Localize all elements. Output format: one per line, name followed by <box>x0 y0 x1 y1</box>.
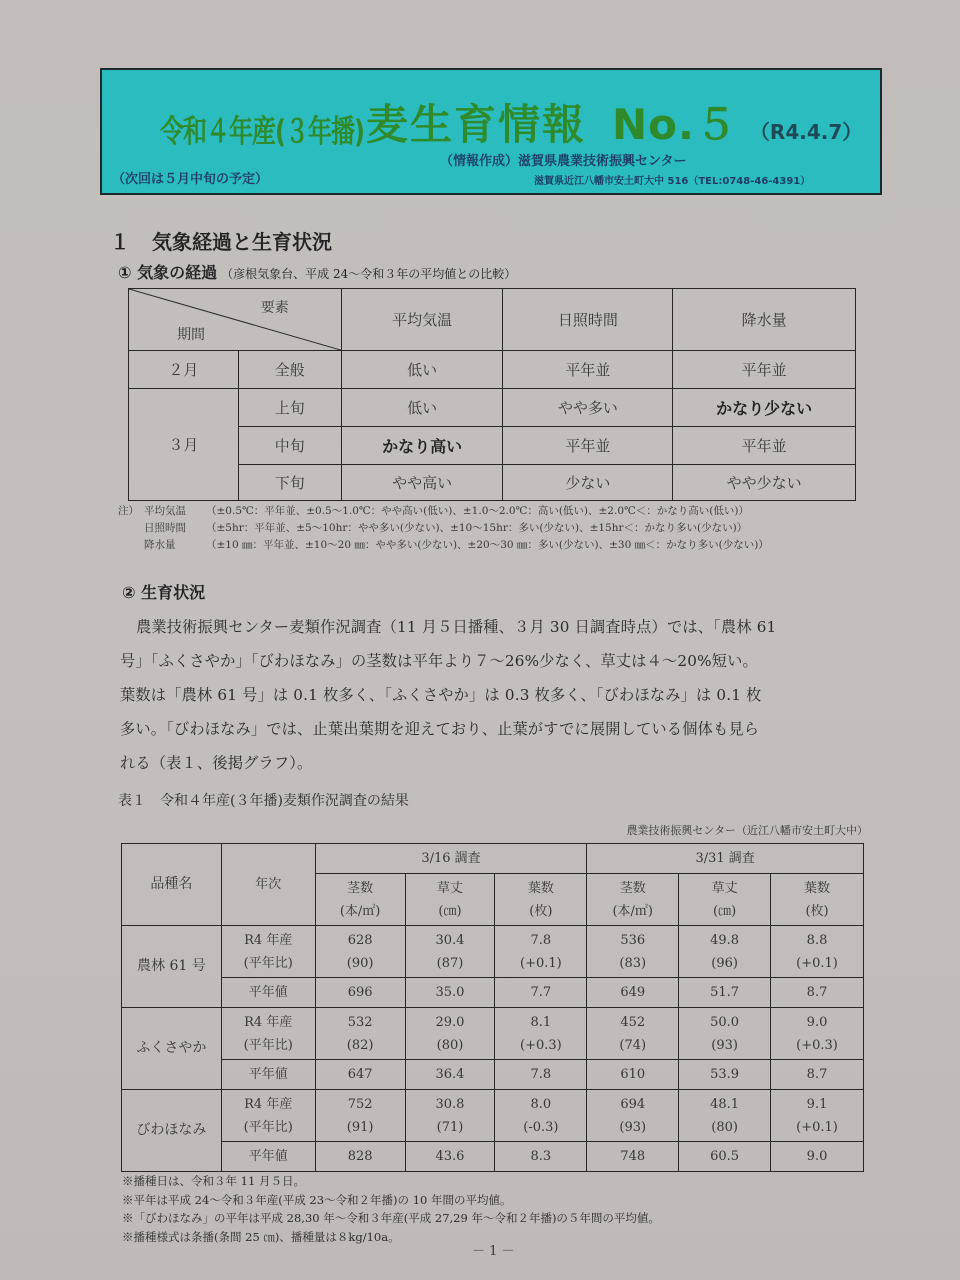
year-normal-label: 平年値 <box>221 1142 315 1172</box>
year-ratio-label: (平年比) <box>243 1119 293 1135</box>
data-cell: 8.1 (+0.3) <box>495 1008 587 1060</box>
data-cell: 9.0 <box>771 1142 864 1172</box>
data-cell: 29.0 (80) <box>405 1008 495 1060</box>
measure-unit: (本/㎡) <box>339 903 381 919</box>
year-normal-label: 平年値 <box>221 978 315 1008</box>
paragraph-line: 号」「ふくさやか」「びわほなみ」の茎数は平年より７～26%少なく、草丈は４～20%短い。 <box>120 652 758 670</box>
variety-name: びわほなみ <box>122 1090 222 1172</box>
section-number: １ <box>110 230 130 254</box>
data-cell: 51.7 <box>679 978 771 1008</box>
col-header-temperature: 平均気温 <box>341 289 503 351</box>
col-header-sunshine: 日照時間 <box>503 289 673 351</box>
note-row <box>118 503 769 520</box>
paragraph-line: 多い。「びわほなみ」では、止葉出葉期を迎えており、止葉がすでに展開している個体も見ら <box>120 720 760 738</box>
title-prefix: 令和４年産(３年播) <box>160 113 364 150</box>
value-cell: 平年並 <box>673 427 856 465</box>
note-name: 日照時間 <box>144 522 186 534</box>
measure-header <box>679 874 771 926</box>
table-row <box>122 1090 864 1142</box>
title-main: 麦生育情報 <box>365 100 586 149</box>
corner-label-period: 期間 <box>177 327 205 343</box>
year-ratio-label: (平年比) <box>243 955 293 971</box>
table-row <box>122 1142 864 1172</box>
data-cell: 8.8 (+0.1) <box>771 926 864 978</box>
value-cell: 少ない <box>503 465 673 501</box>
survey-date-header: 3/16 調査 <box>315 844 587 874</box>
note-row <box>118 520 769 537</box>
year-current-label: R4 年産 <box>244 1014 293 1030</box>
table-row <box>122 1060 864 1090</box>
next-issue-note: （次回は５月中旬の予定） <box>112 172 269 187</box>
measure-name: 茎数 <box>619 880 646 896</box>
data-cell: 9.1 (+0.1) <box>771 1090 864 1142</box>
data-cell: 8.0 (-0.3) <box>495 1090 587 1142</box>
issue-number: No.５ <box>611 100 738 149</box>
col-header-year: 年次 <box>221 844 315 926</box>
table-row <box>129 465 856 501</box>
table-source: 農業技術振興センター（近江八幡市安土町大中） <box>626 824 868 837</box>
data-cell: 60.5 <box>679 1142 771 1172</box>
table-row <box>129 389 856 427</box>
paragraph-line: 葉数は「農林 61 号」は 0.1 枚多く、「ふくさやか」は 0.3 枚多く、「びわほなみ」は 0.1 枚 <box>120 686 762 704</box>
note-name: 降水量 <box>144 539 176 551</box>
data-cell: 48.1 (80) <box>679 1090 771 1142</box>
value-cell: 低い <box>341 351 503 389</box>
data-cell: 536 (83) <box>587 926 679 978</box>
measure-unit: (枚) <box>529 903 553 919</box>
year-label <box>221 1008 315 1060</box>
footnote: ※平年は平成 24～令和３年産(平成 23～令和２年播)の 10 年間の平均値。 <box>122 1192 512 1207</box>
table-row <box>129 427 856 465</box>
note-label <box>118 520 144 537</box>
data-cell: 53.9 <box>679 1060 771 1090</box>
note-text: （±5hr：平年並、±5～10hr：やや多い(少ない)、±10～15hr：多い(少ない)、±15hr＜：かなり多い(少ない)） <box>206 522 748 534</box>
measure-name: 葉数 <box>527 880 554 896</box>
data-cell: 8.7 <box>771 978 864 1008</box>
data-cell: 8.3 <box>495 1142 587 1172</box>
year-normal-label: 平年値 <box>221 1060 315 1090</box>
growth-subheading: ② 生育状況 <box>122 583 206 602</box>
weather-subtitle-note: （彦根気象台、平成 24～令和３年の平均値との比較） <box>221 267 517 281</box>
measure-name: 草丈 <box>436 880 463 896</box>
data-cell: 7.7 <box>495 978 587 1008</box>
crop-survey-table <box>121 843 864 1172</box>
note-label: 注） <box>118 505 139 517</box>
value-cell: 平年並 <box>503 351 673 389</box>
data-cell: 43.6 <box>405 1142 495 1172</box>
period-cell: 全般 <box>238 351 341 389</box>
data-cell: 30.4 (87) <box>405 926 495 978</box>
year-ratio-label: (平年比) <box>243 1037 293 1053</box>
month-cell: ２月 <box>129 351 239 389</box>
measure-name: 草丈 <box>711 880 738 896</box>
footnote: ※播種様式は条播(条間 25 ㎝)、播種量は８kg/10a。 <box>122 1229 400 1244</box>
diagonal-line <box>129 289 341 350</box>
year-label <box>221 926 315 978</box>
note-row <box>118 537 769 554</box>
table-caption: 表１ 令和４年産(３年播)麦類作況調査の結果 <box>118 793 409 809</box>
weather-subheading <box>118 260 516 283</box>
period-cell: 下旬 <box>238 465 341 501</box>
year-current-label: R4 年産 <box>244 1096 293 1112</box>
col-header-precipitation: 降水量 <box>673 289 856 351</box>
measure-name: 葉数 <box>804 880 831 896</box>
weather-table <box>128 288 856 501</box>
year-label <box>221 1090 315 1142</box>
value-cell: やや多い <box>503 389 673 427</box>
month-cell: ３月 <box>129 389 239 501</box>
data-cell: 628 (90) <box>315 926 405 978</box>
note-text: （±10 ㎜：平年並、±10～20 ㎜：やや多い(少ない)、±20～30 ㎜：多い(少ない)、±30 ㎜＜：かなり多い(少ない)） <box>206 539 769 551</box>
page-number: － 1 － <box>472 1244 515 1259</box>
variety-name: 農林 61 号 <box>122 926 222 1008</box>
data-cell: 748 <box>587 1142 679 1172</box>
author-line: （情報作成）滋賀県農業技術振興センター <box>440 154 687 169</box>
footnote: ※播種日は、令和３年 11 月５日。 <box>122 1174 305 1188</box>
measure-header <box>405 874 495 926</box>
table-footnotes <box>122 1172 660 1246</box>
issue-date: （R4.4.7） <box>749 120 863 144</box>
note-name: 平均気温 <box>144 505 186 517</box>
variety-name: ふくさやか <box>122 1008 222 1090</box>
value-cell: やや高い <box>341 465 503 501</box>
measure-unit: (㎝) <box>438 903 462 919</box>
measure-header <box>771 874 864 926</box>
data-cell: 36.4 <box>405 1060 495 1090</box>
data-cell: 452 (74) <box>587 1008 679 1060</box>
survey-date-header: 3/31 調査 <box>587 844 864 874</box>
period-cell: 上旬 <box>238 389 341 427</box>
data-cell: 49.8 (96) <box>679 926 771 978</box>
data-cell: 532 (82) <box>315 1008 405 1060</box>
section-title: 気象経過と生育状況 <box>152 230 332 254</box>
data-cell: 9.0 (+0.3) <box>771 1008 864 1060</box>
header-banner <box>100 68 882 195</box>
value-cell: 平年並 <box>503 427 673 465</box>
bulletin-title <box>160 92 862 152</box>
corner-label-element: 要素 <box>260 300 289 316</box>
value-cell: 平年並 <box>673 351 856 389</box>
col-header-variety: 品種名 <box>122 844 222 926</box>
data-cell: 647 <box>315 1060 405 1090</box>
value-cell: 低い <box>341 389 503 427</box>
measure-unit: (本/㎡) <box>612 903 653 919</box>
year-current-label: R4 年産 <box>244 932 293 948</box>
measure-header <box>587 874 679 926</box>
section-heading <box>110 226 332 255</box>
data-cell: 649 <box>587 978 679 1008</box>
note-text: （±0.5℃：平年並、±0.5～1.0℃：やや高い(低い)、±1.0～2.0℃：高い(低い)、±2.0℃＜：かなり高い(低い)） <box>206 505 749 517</box>
data-cell: 610 <box>587 1060 679 1090</box>
measure-unit: (㎝) <box>713 903 737 919</box>
measure-unit: (枚) <box>805 903 829 919</box>
measure-header <box>495 874 587 926</box>
measure-name: 茎数 <box>347 880 374 896</box>
data-cell: 35.0 <box>405 978 495 1008</box>
table-row <box>129 351 856 389</box>
data-cell: 7.8 <box>495 1060 587 1090</box>
data-cell: 696 <box>315 978 405 1008</box>
data-cell: 50.0 (93) <box>679 1008 771 1060</box>
data-cell: 8.7 <box>771 1060 864 1090</box>
data-cell: 828 <box>315 1142 405 1172</box>
data-cell: 752 (91) <box>315 1090 405 1142</box>
paragraph-line: 農業技術振興センター麦類作況調査（11 月５日播種、３月 30 日調査時点）では、「農林 61 <box>136 618 777 636</box>
value-cell: かなり少ない <box>673 389 856 427</box>
growth-paragraph <box>120 610 880 780</box>
paragraph-line: れる（表１、後掲グラフ）。 <box>120 754 313 772</box>
address-line: 滋賀県近江八幡市安土町大中 516（TEL:0748-46-4391） <box>534 176 811 187</box>
data-cell: 30.8 (71) <box>405 1090 495 1142</box>
table-row <box>122 1008 864 1060</box>
table-row <box>122 926 864 978</box>
weather-subtitle: ① 気象の経過 <box>118 263 218 282</box>
note-label <box>118 537 144 554</box>
weather-notes <box>118 503 769 554</box>
measure-header <box>315 874 405 926</box>
value-cell: かなり高い <box>341 427 503 465</box>
data-cell: 7.8 (+0.1) <box>495 926 587 978</box>
period-cell: 中旬 <box>238 427 341 465</box>
table-row <box>122 978 864 1008</box>
corner-header-cell <box>129 289 342 351</box>
footnote: ※「びわほなみ」の平年は平成 28,30 年～令和３年産(平成 27,29 年～令和２年播)の５年間の平均値。 <box>122 1211 660 1225</box>
data-cell: 694 (93) <box>587 1090 679 1142</box>
value-cell: やや少ない <box>673 465 856 501</box>
